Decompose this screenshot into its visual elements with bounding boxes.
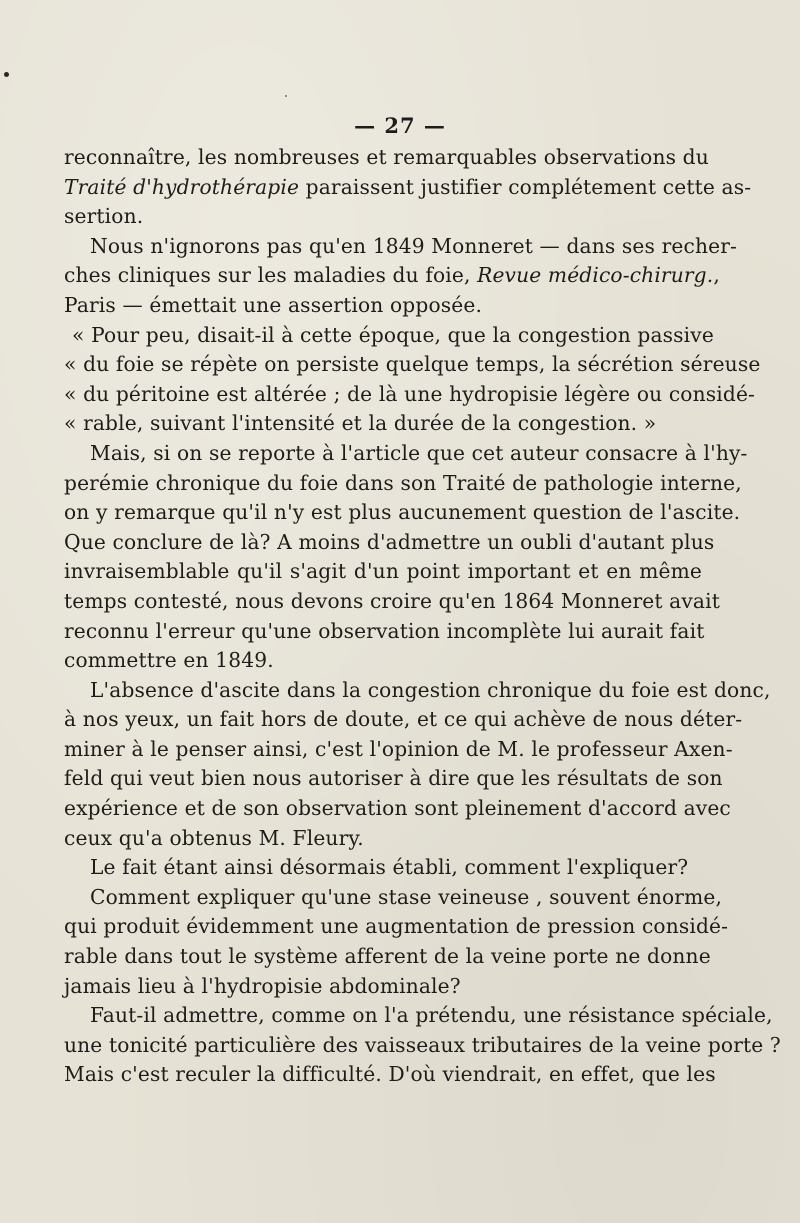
text-segment: paraissent justifier complétement cette as- bbox=[299, 174, 752, 199]
page-number: — 27 — bbox=[354, 113, 446, 138]
text-segment: feld qui veut bien nous autoriser à dire que les résultats de son bbox=[64, 766, 723, 791]
text-line bbox=[64, 202, 702, 232]
text-segment: perémie chronique du foie dans son Traité de pathologie interne, bbox=[64, 470, 742, 495]
italic-title: Traité d'hydrothérapie bbox=[64, 174, 300, 199]
text-line bbox=[64, 321, 714, 351]
text-line bbox=[64, 261, 720, 291]
text-segment: on y remarque qu'il n'y est plus aucunement question de l'ascite. bbox=[64, 500, 741, 525]
text-segment: Mais c'est reculer la difficulté. D'où viendrait, en effet, que les bbox=[64, 1062, 716, 1087]
text-segment: « du péritoine est altérée ; de là une hydropisie légère ou considé- bbox=[64, 381, 756, 406]
text-line bbox=[64, 824, 702, 854]
text-line bbox=[64, 528, 715, 558]
text-segment: Le fait étant ainsi désormais établi, comment l'expliquer? bbox=[90, 855, 689, 880]
text-segment: ches cliniques sur les maladies du foie, bbox=[64, 263, 478, 288]
text-line bbox=[64, 794, 731, 824]
text-line bbox=[64, 380, 756, 410]
text-line bbox=[64, 883, 723, 913]
text-segment: une tonicité particulière des vaisseaux tributaires de la veine porte ? bbox=[64, 1032, 781, 1057]
text-segment: « du foie se répète on persiste quelque temps, la sécrétion séreuse bbox=[64, 352, 761, 377]
text-segment: Nous n'ignorons pas qu'en 1849 Monneret — dans ses recher- bbox=[90, 233, 737, 258]
paper-speck bbox=[4, 72, 9, 77]
text-line bbox=[64, 853, 702, 883]
text-line bbox=[64, 676, 771, 706]
text-line bbox=[64, 972, 702, 1002]
text-line bbox=[64, 350, 761, 380]
text-line bbox=[64, 143, 709, 173]
text-segment: qui produit évidemment une augmentation de pression considé- bbox=[64, 914, 729, 939]
text-line bbox=[64, 469, 742, 499]
text-line bbox=[64, 439, 748, 469]
text-segment: ceux qu'a obtenus M. Fleury. bbox=[64, 825, 364, 850]
text-line bbox=[64, 587, 720, 617]
text-line bbox=[64, 1031, 781, 1061]
text-line bbox=[64, 646, 702, 676]
text-line bbox=[64, 173, 752, 203]
text-line bbox=[64, 942, 711, 972]
text-segment: Paris — émettait une assertion opposée. bbox=[64, 292, 483, 317]
text-line bbox=[64, 232, 737, 262]
text-segment: reconnu l'erreur qu'une observation incomplète lui aurait fait bbox=[64, 618, 705, 643]
text-line bbox=[64, 1060, 716, 1090]
text-line bbox=[64, 409, 702, 439]
text-segment: temps contesté, nous devons croire qu'en 1864 Monneret avait bbox=[64, 588, 720, 613]
text-segment: expérience et de son observation sont pleinement d'accord avec bbox=[64, 796, 731, 821]
text-segment: rable dans tout le système afferent de la veine porte ne donne bbox=[64, 944, 711, 969]
text-segment: Faut-il admettre, comme on l'a prétendu, une résistance spéciale, bbox=[90, 1003, 773, 1028]
text-segment: « Pour peu, disait-il à cette époque, que la congestion passive bbox=[72, 322, 714, 347]
text-segment: jamais lieu à l'hydropisie abdominale? bbox=[64, 973, 461, 998]
text-segment: Comment expliquer qu'une stase veineuse , souvent énorme, bbox=[90, 884, 723, 909]
text-segment: L'absence d'ascite dans la congestion chronique du foie est donc, bbox=[90, 677, 771, 702]
text-line bbox=[64, 617, 705, 647]
text-segment: « rable, suivant l'intensité et la durée de la congestion. » bbox=[64, 411, 657, 436]
text-line bbox=[64, 735, 733, 765]
body-text bbox=[64, 143, 781, 1090]
text-segment: commettre en 1849. bbox=[64, 648, 274, 673]
text-segment: invraisemblable qu'il s'agit d'un point important et en même bbox=[64, 559, 702, 584]
italic-title: Revue médico-chirurg. bbox=[477, 263, 714, 288]
text-segment: Mais, si on se reporte à l'article que cet auteur consacre à l'hy- bbox=[90, 440, 748, 465]
text-segment: Que conclure de là? A moins d'admettre un oubli d'autant plus bbox=[64, 529, 715, 554]
text-line bbox=[64, 764, 723, 794]
text-segment: , bbox=[713, 263, 720, 288]
text-line bbox=[64, 557, 702, 587]
text-line bbox=[64, 705, 743, 735]
text-segment: miner à le penser ainsi, c'est l'opinion de M. le professeur Axen- bbox=[64, 736, 733, 761]
text-line bbox=[64, 912, 729, 942]
text-line bbox=[64, 291, 702, 321]
text-segment: reconnaître, les nombreuses et remarquables observations du bbox=[64, 145, 709, 169]
text-line bbox=[64, 1001, 773, 1031]
paper-speck bbox=[285, 95, 287, 97]
text-segment: sertion. bbox=[64, 204, 144, 229]
text-line bbox=[64, 498, 741, 528]
text-segment: à nos yeux, un fait hors de doute, et ce qui achève de nous déter- bbox=[64, 707, 743, 732]
